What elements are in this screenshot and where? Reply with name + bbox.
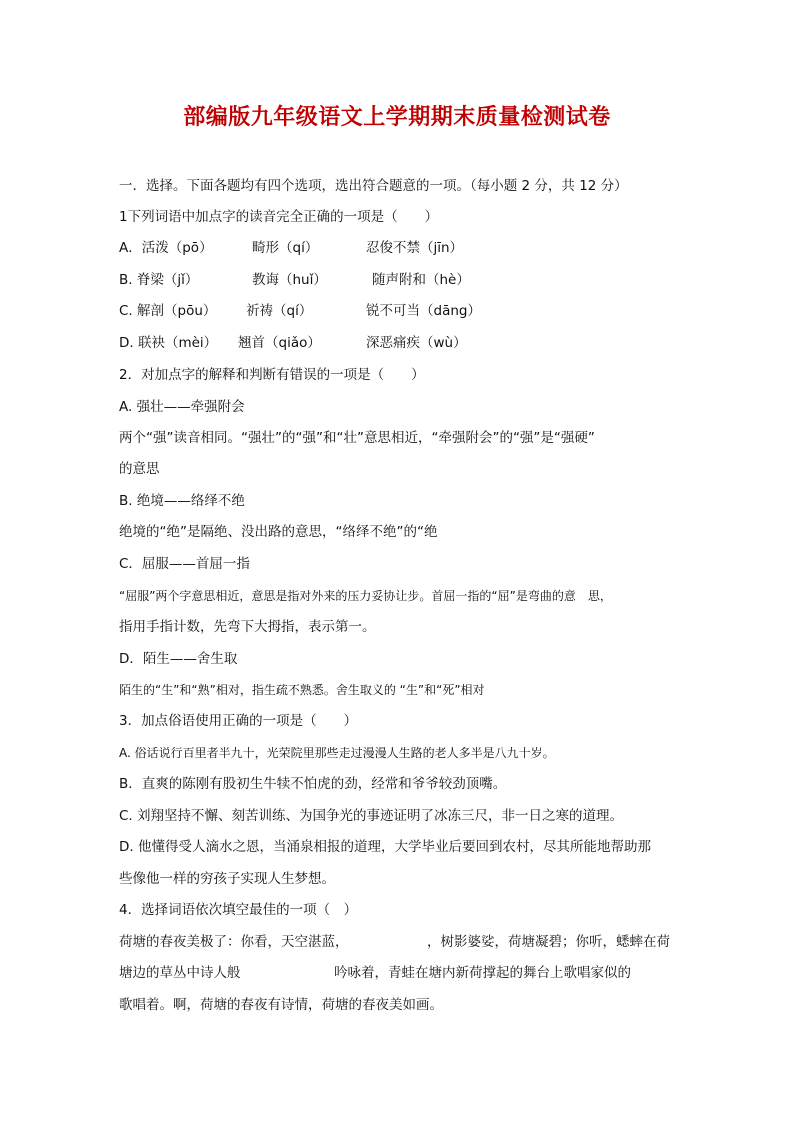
option-c-word-1: C. 解剖（pōu） bbox=[119, 303, 217, 319]
option-a-word-1: A．活泼（pō） bbox=[119, 240, 213, 256]
question-2-option-a-text: 两个“强”读音相同。“强壮”的“强”和“壮”意思相近，“牵强附会”的“强”是“强硬” bbox=[119, 430, 595, 446]
question-2-option-c-title: C．屈服——首屈一指 bbox=[119, 556, 250, 572]
question-3-option-c: C. 刘翔坚持不懈、刻苦训练、为国争光的事迹证明了冰冻三尺，非一日之寒的道理。 bbox=[119, 808, 624, 824]
option-d-word-1: D. 联袂（mèi） bbox=[119, 335, 218, 351]
option-a-word-2: 畸形（qí） bbox=[252, 240, 319, 256]
question-1-stem: 1下列词语中加点字的读音完全正确的一项是（ ） bbox=[119, 209, 439, 225]
option-c-word-2: 祈祷（qí） bbox=[246, 303, 313, 319]
question-2-option-a-text-cont: 的意思 bbox=[119, 461, 160, 477]
question-2-option-c-text: “屈服”两个字意思相近，意思是指对外来的压力妥协让步。首屈一指的“屈”是弯曲的意 思， bbox=[119, 589, 612, 603]
passage-part-2b: 吟咏着，青蛙在塘内新荷撑起的舞台上歌唱家似的 bbox=[334, 965, 631, 981]
option-b-word-2: 教诲（huǐ） bbox=[252, 272, 327, 288]
question-2-stem: 2．对加点字的解释和判断有错误的一项是（ ） bbox=[119, 367, 425, 383]
question-3-option-b: B．直爽的陈刚有股初生牛犊不怕虎的劲，经常和爷爷较劲顶嘴。 bbox=[119, 776, 507, 792]
question-2-option-b-title: B. 绝境——络绎不绝 bbox=[119, 493, 245, 509]
section-heading: 一．选择。下面各题均有四个选项，选出符合题意的一项。（每小题 2 分，共 12 分） bbox=[119, 178, 628, 194]
question-2-option-b-text: 绝境的“绝”是隔绝、没出路的意思，“络绎不绝”的“绝 bbox=[119, 524, 438, 540]
question-4-text-line-3: 歌唱着。啊，荷塘的春夜有诗情，荷塘的春夜美如画。 bbox=[119, 997, 443, 1013]
option-d-word-3: 深恶痛疾（wù） bbox=[366, 335, 467, 351]
option-d-word-2: 翘首（qiǎo） bbox=[238, 335, 321, 351]
option-c-word-3: 锐不可当（dāng） bbox=[366, 303, 481, 319]
page-title: 部编版九年级语文上学期期末质量检测试卷 bbox=[183, 105, 611, 130]
question-2-option-a-title: A. 强壮——牵强附会 bbox=[119, 399, 245, 415]
passage-part-1b: ，树影婆娑，荷塘凝碧；你听，蟋蟀在荷 bbox=[427, 934, 670, 950]
question-3-stem: 3．加点俗语使用正确的一项是（ ） bbox=[119, 713, 358, 729]
option-b-word-3: 随声附和（hè） bbox=[372, 272, 470, 288]
question-2-option-c-text-cont: 指用手指计数，先弯下大拇指，表示第一。 bbox=[119, 619, 376, 635]
question-3-option-d-cont: 些像他一样的穷孩子实现人生梦想。 bbox=[119, 871, 335, 887]
question-3-option-d: D. 他懂得受人滴水之恩，当涌泉相报的道理，大学毕业后要回到农村，尽其所能地帮助那 bbox=[119, 839, 651, 855]
question-3-option-a: A. 俗话说行百里者半九十，光荣院里那些走过漫漫人生路的老人多半是八九十岁。 bbox=[119, 746, 555, 760]
question-2-option-d-title: D．陌生——舍生取 bbox=[119, 651, 238, 667]
question-2-option-d-text: 陌生的“生”和“熟”相对，指生疏不熟悉。舍生取义的 “生”和“死”相对 bbox=[119, 683, 485, 697]
question-4-stem: 4．选择词语依次填空最佳的一项（ ） bbox=[119, 902, 358, 918]
option-b-word-1: B. 脊梁（jǐ） bbox=[119, 272, 199, 288]
option-a-word-3: 忍俊不禁（jīn） bbox=[366, 240, 464, 256]
passage-part-2a: 塘边的草丛中诗人般 bbox=[119, 965, 241, 981]
passage-part-1a: 荷塘的春夜美极了：你看，天空湛蓝， bbox=[119, 934, 349, 950]
